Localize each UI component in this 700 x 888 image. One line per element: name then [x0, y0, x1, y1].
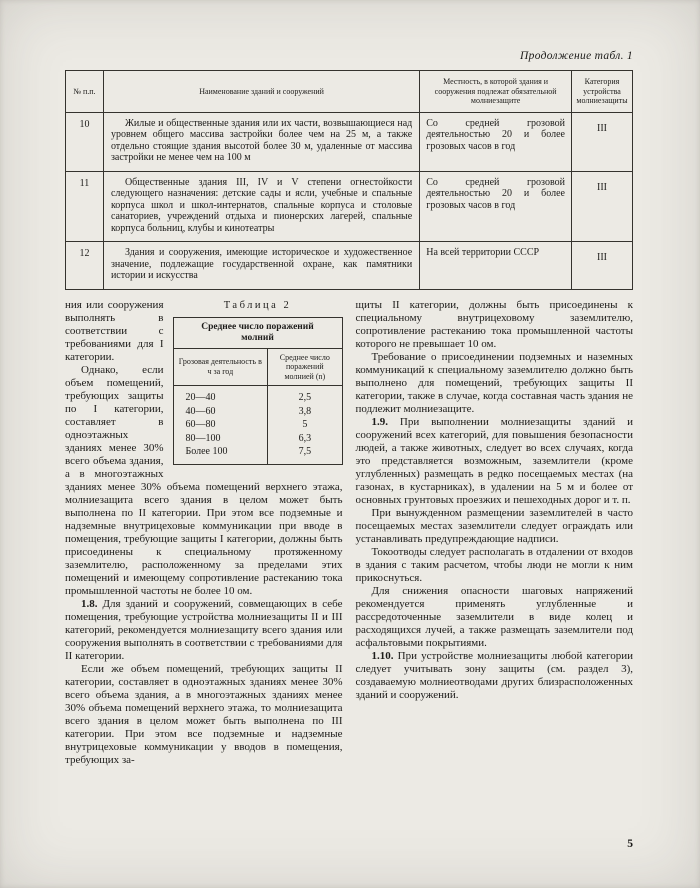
clause-number: 1.10. — [371, 649, 394, 662]
paragraph-text: Токоотводы следует располагать в отдалении от входов в здания с таким расчетом, чтобы люди не могли к ним прикоснуться. — [355, 545, 633, 584]
secondary-table-header-row — [173, 348, 342, 386]
row-category: III — [571, 171, 632, 242]
secondary-table-row — [173, 418, 342, 432]
secondary-table-caption: Таблица 2 — [223, 299, 292, 311]
row-number: 11 — [66, 171, 104, 242]
paragraph-text: щиты II категории, должны быть присоединены к специальному внутрицеховому заземлителю, сопротивление растеканию тока промышленной частоты которого не превышает 10 ом. — [355, 298, 633, 350]
clause-number: 1.9. — [371, 415, 388, 428]
column-header-number: № п.п. — [66, 71, 104, 113]
row-category: III — [571, 112, 632, 171]
paragraph — [356, 546, 634, 585]
row-locality: Со средней грозовой деятельностью 20 и более грозовых часов в год — [420, 112, 572, 171]
paragraph-text: Требование о присоединении подземных и наземных коммуникаций к специальному заземлителю должно быть выполнено для помещений, требующих защиты II категории, также в случае, когда составная часть здания не подлежит молниезащите. — [355, 350, 633, 415]
secondary-table-row — [173, 386, 342, 405]
row-locality: На всей территории СССР — [420, 242, 572, 290]
paragraph — [65, 598, 343, 663]
right-text-column — [356, 299, 634, 767]
secondary-table-title-row — [173, 317, 342, 348]
left-text-column — [65, 299, 343, 767]
paragraph-text: Если же объем помещений, требующих защиты II категории, составляет в одноэтажных зданиях менее 30% всего объема здания, а в многоэтажных зданиях менее 30% объема помещений верхнего этажа, то молниезащита всего здания в целом может быть выполнена по III категории. При этом все подземные и надземные внутрицеховые коммуникации у вводов в помещения, требующих за- — [65, 662, 343, 766]
clause-number: 1.8. — [81, 597, 98, 610]
table-continuation-note: Продолжение табл. 1 — [520, 50, 633, 62]
paragraph-text: Однако, если объем помещений, требующих защиты по I категории, составляет в одноэтажных зданиях менее 30% всего объема здания, а в многоэтажных зданиях менее 30% объема помещений верхнего этажа, молниезащита всего здания в целом может быть выполнена по II категории. При этом все подземные и надземные внутрицеховые коммуникации при вводе в помещения, требующие защиты I категории, должны быть присоединены к специальному протяженному заземлителю, расположенному за пределами этих помещений и имеющему сопротивление растеканию тока промышленной частоты не более 10 ом. — [65, 363, 343, 597]
activity-value: 20—40 — [185, 392, 216, 403]
table-row — [66, 171, 633, 242]
two-column-text — [65, 299, 633, 767]
paragraph-text: Для снижения опасности шаговых напряжений рекомендуется применять углубленные и рассредоточенные заземлители в виде колец и расходящихся лучей, а также размещать заземлители под асфальтовыми покрытиями. — [355, 584, 633, 649]
row-number: 10 — [66, 112, 104, 171]
row-number: 12 — [66, 242, 104, 290]
main-table — [65, 70, 633, 290]
paragraph — [65, 663, 343, 767]
paragraph — [356, 507, 634, 546]
secondary-column-strikes: Среднее число поражений молнией (n) — [268, 348, 342, 386]
paragraph-text: Для зданий и сооружений, совмещающих в себе помещения, требующие устройства молниезащиты II и III категорий, рекомендуется молниезащиту всего здания или сооружения выполнять в соответствии с требованиями для II категории. — [65, 597, 343, 662]
paragraph — [356, 299, 634, 351]
paragraph-text: При вынужденном размещении заземлителей в часто посещаемых местах заземлители следует ограждать или устанавливать предупреждающие надписи. — [355, 506, 633, 545]
strikes-value: 2,5 — [268, 386, 342, 405]
paragraph-text: При выполнении молниезащиты зданий и сооружений всех категорий, для повышения безопасности людей, а также животных, следует во всех случаях, когда это представляется возможным, заземлители (кроме углубленных) размещать в редко посещаемых местах (на газонах, в кустарниках), в удалении на 5 м и более от основных грунтовых проезжих и пешеходных дорог и т. п. — [355, 415, 633, 506]
paragraph-text: ния или сооружения выполнять в соответствии с требованиями для I категории. — [65, 298, 164, 363]
row-name: Общественные здания III, IV и V степени огнестойкости следующего назначения: детские сады и ясли, учебные и спальные корпуса школ и школ-интернатов, спальные корпуса и столовые санаториев, учреждений отдыха и пионерских лагерей, спальные корпуса больниц, клубы и кинотеатры — [103, 171, 419, 242]
activity-value: Более 100 — [185, 446, 228, 457]
secondary-column-activity: Грозовая деятельность в ч за год — [173, 348, 268, 386]
row-name: Жилые и общественные здания или их части, возвышающиеся над уровнем общего массива застройки более чем на 25 м, а также отдельно стоящие здания высотой более 30 м, удаленные от массива застройки не менее чем на 100 м — [103, 112, 419, 171]
paragraph-text: При устройстве молниезащиты любой категории следует учитывать зону защиты (см. раздел 3), создаваемую молниеотводами других близрасположенных зданий и сооружений. — [355, 649, 633, 701]
paragraph — [356, 416, 634, 507]
main-table-header-row — [66, 71, 633, 113]
row-name: Здания и сооружения, имеющие историческое и художественное значение, подлежащие государственной охране, как памятники истории и искусства — [103, 242, 419, 290]
paragraph — [356, 650, 634, 702]
row-locality: Со средней грозовой деятельностью 20 и более грозовых часов в год — [420, 171, 572, 242]
secondary-table-row — [173, 432, 342, 446]
column-header-category: Категория устройства молниезащиты — [571, 71, 632, 113]
secondary-table-row — [173, 445, 342, 464]
secondary-table-row — [173, 405, 342, 419]
column-header-locality: Местность, в которой здания и сооружения подлежат обязательной молниезащите — [420, 71, 572, 113]
table-row — [66, 112, 633, 171]
strikes-value: 7,5 — [268, 445, 342, 464]
secondary-table-block — [173, 299, 343, 465]
table-row — [66, 242, 633, 290]
activity-value: 60—80 — [185, 419, 216, 430]
activity-value: 80—100 — [185, 432, 221, 444]
page-content — [65, 50, 633, 767]
strikes-value: 3,8 — [268, 405, 342, 419]
strikes-value: 6,3 — [268, 432, 342, 446]
row-category: III — [571, 242, 632, 290]
strikes-value: 5 — [268, 418, 342, 432]
secondary-table — [173, 317, 343, 465]
column-header-name: Наименование зданий и сооружений — [103, 71, 419, 113]
paragraph — [356, 585, 634, 650]
secondary-table-title: Среднее число поражений молний — [173, 317, 342, 348]
paragraph — [356, 351, 634, 416]
activity-value: 40—60 — [185, 405, 216, 417]
page-number: 5 — [627, 838, 633, 850]
